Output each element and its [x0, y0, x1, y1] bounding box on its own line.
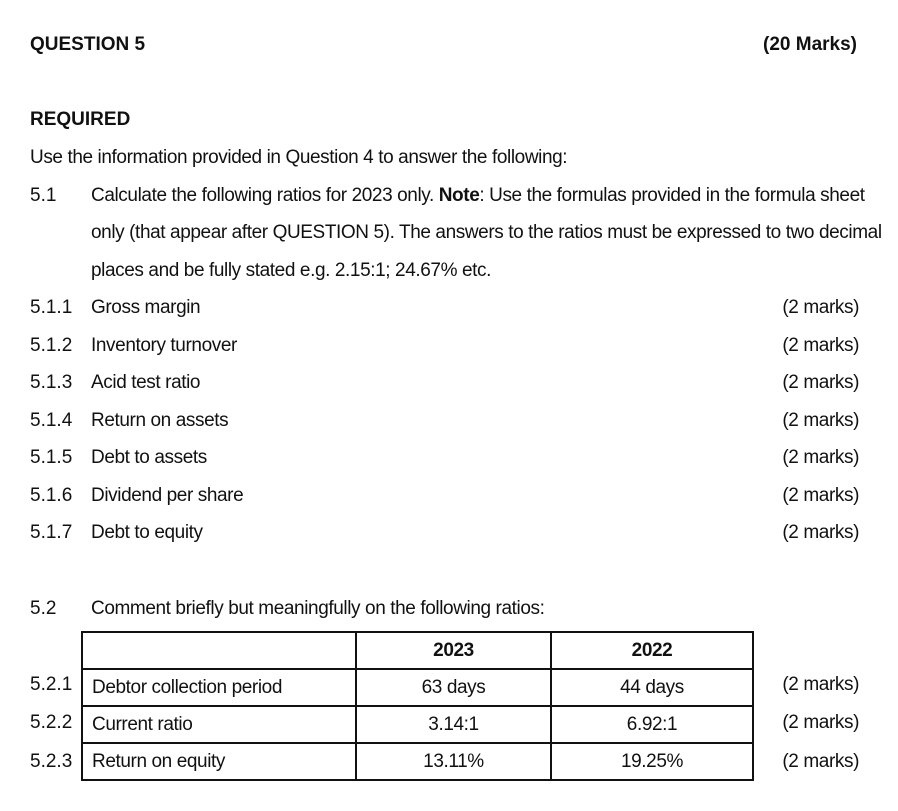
- item-number: 5.1.7: [30, 522, 73, 543]
- q52-text: Comment briefly but meaningfully on the following ratios:: [91, 598, 545, 619]
- item-label: Debt to assets: [91, 447, 207, 468]
- item-label: Gross margin: [91, 297, 201, 318]
- row-number: 5.2.2: [30, 712, 73, 733]
- q51-line3: places and be fully stated e.g. 2.15:1; 24.67% etc.: [91, 260, 491, 281]
- item-marks: (2 marks): [782, 410, 859, 431]
- item-marks: (2 marks): [782, 335, 859, 356]
- item-number: 5.1.3: [30, 372, 73, 393]
- q51-line1-pre: Calculate the following ratios for 2023 only.: [91, 185, 439, 206]
- table-header-row: [82, 632, 753, 669]
- item-marks: (2 marks): [782, 372, 859, 393]
- row-label: Current ratio: [82, 706, 356, 743]
- item-number: 5.1.2: [30, 335, 73, 356]
- question-marks: (20 Marks): [763, 34, 857, 55]
- row-number: 5.2.3: [30, 751, 73, 772]
- item-label: Dividend per share: [91, 485, 244, 506]
- question-title: QUESTION 5: [30, 34, 146, 55]
- item-number: 5.1.1: [30, 297, 73, 318]
- row-marks: (2 marks): [782, 751, 859, 772]
- row-value-2022: 6.92:1: [551, 706, 753, 743]
- item-label: Acid test ratio: [91, 372, 201, 393]
- intro-text: Use the information provided in Question 4 to answer the following:: [30, 147, 568, 168]
- row-value-2023: 13.11%: [356, 743, 551, 780]
- item-label: Debt to equity: [91, 522, 203, 543]
- note-label: Note: [438, 185, 480, 206]
- row-marks: (2 marks): [782, 712, 859, 733]
- item-marks: (2 marks): [782, 485, 859, 506]
- item-number: 5.1.4: [30, 410, 73, 431]
- row-value-2022: 19.25%: [551, 743, 753, 780]
- required-heading: REQUIRED: [30, 109, 131, 130]
- q51-line1: [91, 184, 865, 208]
- column-header-blank: [82, 632, 356, 669]
- row-value-2023: 63 days: [356, 669, 551, 706]
- q51-line1-post: : Use the formulas provided in the formula sheet: [479, 185, 865, 206]
- row-label: Return on equity: [82, 743, 356, 780]
- item-label: Return on assets: [91, 410, 229, 431]
- item-number: 5.1.6: [30, 485, 73, 506]
- table-row: [82, 706, 753, 743]
- item-number: 5.1.5: [30, 447, 73, 468]
- item-marks: (2 marks): [782, 522, 859, 543]
- item-label: Inventory turnover: [91, 335, 237, 356]
- table-row: [82, 743, 753, 780]
- q51-number: 5.1: [30, 185, 57, 206]
- row-number: 5.2.1: [30, 674, 73, 695]
- q52-number: 5.2: [30, 598, 57, 619]
- item-marks: (2 marks): [782, 447, 859, 468]
- row-label: Debtor collection period: [82, 669, 356, 706]
- ratios-table: [81, 631, 754, 781]
- item-marks: (2 marks): [782, 297, 859, 318]
- column-header-2023: 2023: [356, 632, 551, 669]
- row-marks: (2 marks): [782, 674, 859, 695]
- q51-line2: only (that appear after QUESTION 5). The answers to the ratios must be expressed to two decimal: [91, 222, 882, 243]
- row-value-2023: 3.14:1: [356, 706, 551, 743]
- column-header-2022: 2022: [551, 632, 753, 669]
- row-value-2022: 44 days: [551, 669, 753, 706]
- table-row: [82, 669, 753, 706]
